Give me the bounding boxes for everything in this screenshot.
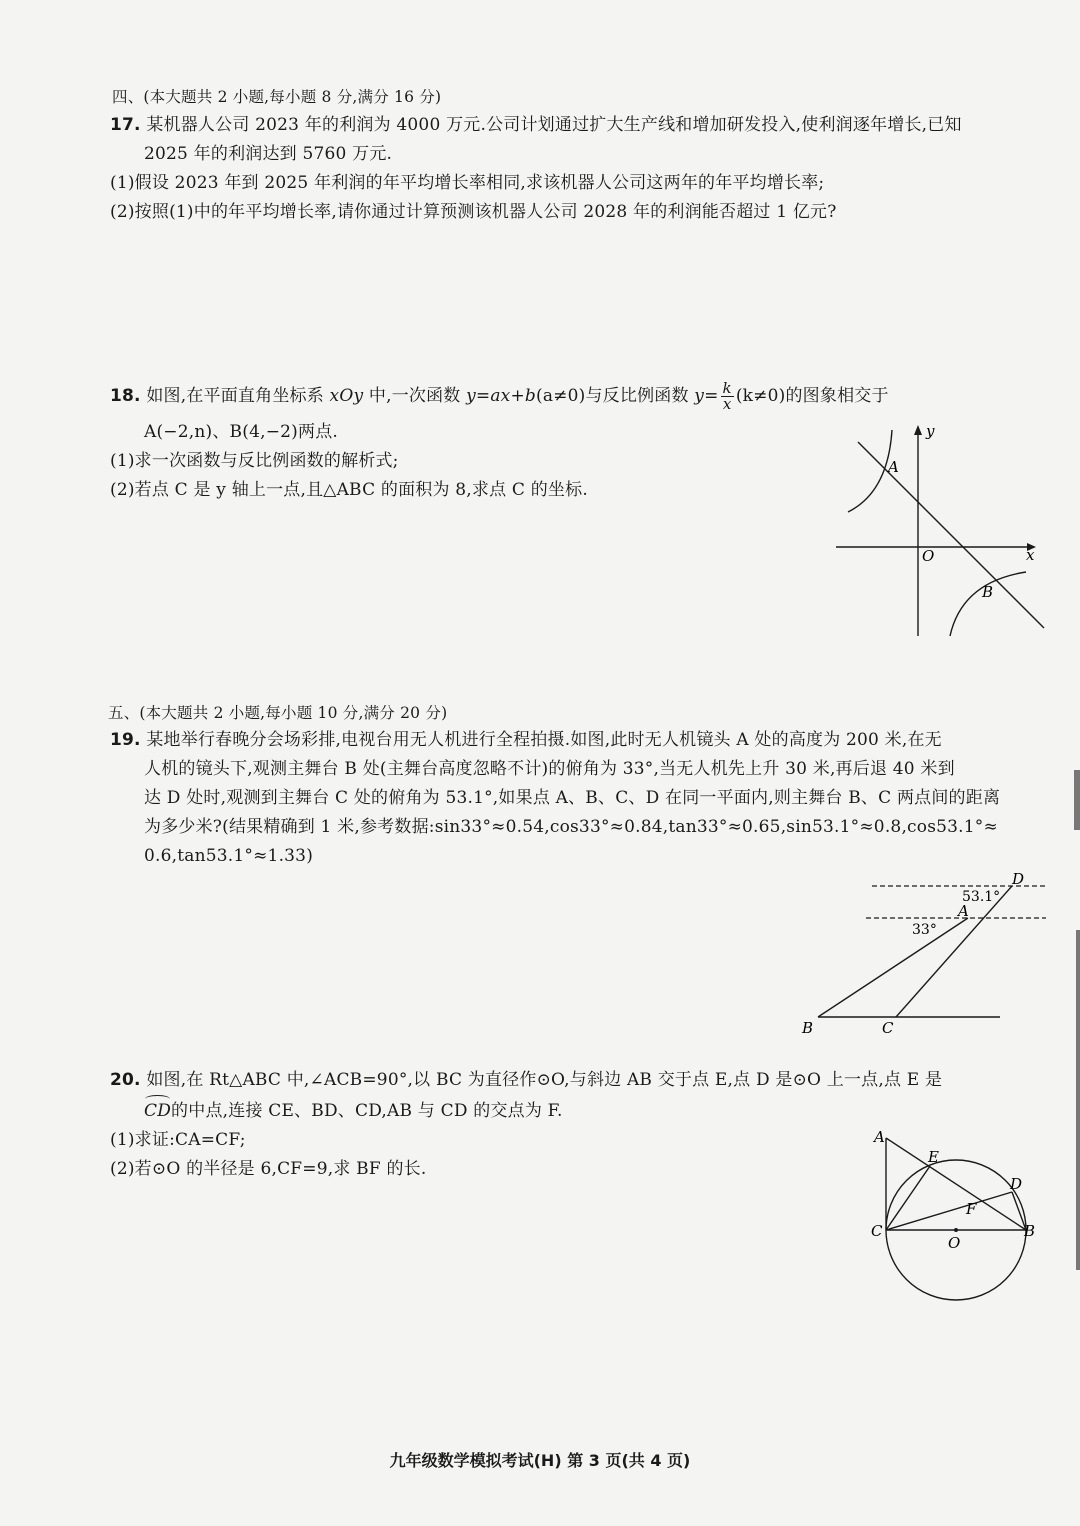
q19-number: 19. [110, 730, 141, 750]
q18-text2: 中,一次函数 [363, 386, 467, 406]
q18-label-x: x [1026, 546, 1035, 564]
q20-text1: 如图,在 Rt△ABC 中,∠ACB=90°,以 BC 为直径作⊙O,与斜边 AB 交于点 E,点 D 是⊙O 上一点,点 E 是 [146, 1070, 943, 1090]
q19-angle-53: 53.1° [962, 889, 1001, 905]
q18-text1: 如图,在平面直角坐标系 [146, 386, 330, 406]
section-4-header: 四、(本大题共 2 小题,每小题 8 分,满分 16 分) [112, 88, 442, 106]
q19-angle-33: 33° [912, 922, 937, 938]
q20-text2: 的中点,连接 CE、BD、CD,AB 与 CD 的交点为 F. [171, 1101, 563, 1121]
q19-line-AB [818, 918, 968, 1017]
q19-label-D: D [1012, 870, 1025, 888]
scan-edge-mark [1074, 770, 1080, 830]
q17-text1: 某机器人公司 2023 年的利润为 4000 万元.公司计划通过扩大生产线和增加研发投入,使利润逐年增长,已知 [146, 115, 962, 135]
q18-hyperbola-right [950, 572, 1026, 636]
q18-label-B: B [982, 583, 994, 601]
q18-label-O: O [922, 547, 935, 565]
q18-text4: 的图象相交于 [785, 386, 889, 406]
q18-part1: (1)求一次函数与反比例函数的解析式; [110, 451, 399, 471]
q19-line-DC [896, 886, 1012, 1017]
q19-line3: 达 D 处时,观测到主舞台 C 处的俯角为 53.1°,如果点 A、B、C、D 在同一平面内,则主舞台 B、C 两点间的距离 [144, 788, 1001, 808]
q18-yeq: y= [694, 386, 719, 406]
q20-label-A: A [874, 1128, 885, 1146]
q18-label-y: y [926, 422, 935, 440]
q18-fraction-den: x [722, 395, 732, 413]
q19-line1 [110, 729, 942, 751]
q20-label-E: E [928, 1148, 939, 1166]
q19-line5: 0.6,tan53.1°≈1.33) [144, 846, 314, 866]
q18-label-A: A [888, 458, 899, 476]
page-footer: 九年级数学模拟考试(H) 第 3 页(共 4 页) [389, 1451, 691, 1470]
q20-line2 [144, 1100, 563, 1122]
q20-arc-CD: CD [144, 1101, 172, 1121]
q18-fraction [721, 381, 734, 412]
q18-hyperbola-left [848, 430, 892, 512]
q18-line1 [110, 381, 889, 412]
q20-figure [866, 1126, 1046, 1276]
q18-xoy: xOy [329, 386, 364, 406]
q20-line-AB [886, 1138, 1026, 1230]
q19-line4: 为多少米?(结果精确到 1 米,参考数据:sin33°≈0.54,cos33°≈0.84,tan33°≈0.65,sin53.1°≈0.8,cos53.1°≈ [144, 817, 998, 837]
q19-label-C: C [882, 1019, 894, 1037]
q18-figure [830, 420, 1045, 640]
q20-label-O: O [948, 1234, 961, 1252]
q18-line2: A(−2,n)、B(4,−2)两点. [144, 422, 338, 442]
q17-line2: 2025 年的利润达到 5760 万元. [144, 144, 393, 164]
section-5-header: 五、(本大题共 2 小题,每小题 10 分,满分 20 分) [108, 704, 448, 722]
q17-part1: (1)假设 2023 年到 2025 年利润的年平均增长率相同,求该机器人公司这两年的年平均增长率; [110, 173, 825, 193]
scan-edge-mark [1076, 930, 1080, 1270]
q18-linear-line [858, 442, 1044, 628]
q20-number: 20. [110, 1070, 141, 1090]
q20-part1: (1)求证:CA=CF; [110, 1130, 246, 1150]
q18-part2: (2)若点 C 是 y 轴上一点,且△ABC 的面积为 8,求点 C 的坐标. [110, 480, 588, 500]
q18-y-axis-arrow [914, 425, 922, 435]
q20-line-CE [886, 1166, 930, 1230]
q20-center-dot [954, 1228, 958, 1232]
q20-label-F: F [966, 1200, 977, 1218]
q19-label-A: A [958, 902, 969, 920]
q18-fraction-num: k [722, 379, 732, 397]
q18-linear-eq: y=ax+b [466, 386, 536, 406]
q17-line1 [110, 114, 962, 136]
q19-figure [800, 868, 1050, 1040]
q20-line-CD [886, 1192, 1012, 1230]
q20-part2: (2)若⊙O 的半径是 6,CF=9,求 BF 的长. [110, 1159, 427, 1179]
q20-line1 [110, 1069, 942, 1091]
q20-label-B: B [1024, 1222, 1036, 1240]
q19-label-B: B [802, 1019, 814, 1037]
q18-number: 18. [110, 386, 141, 406]
q17-part2: (2)按照(1)中的年平均增长率,请你通过计算预测该机器人公司 2028 年的利润能否超过 1 亿元? [110, 202, 837, 222]
q18-text3: 与反比例函数 [585, 386, 695, 406]
q20-label-D: D [1010, 1175, 1023, 1193]
q20-label-C: C [871, 1222, 883, 1240]
q19-line2: 人机的镜头下,观测主舞台 B 处(主舞台高度忽略不计)的俯角为 33°,当无人机先上升 30 米,再后退 40 米到 [144, 759, 955, 779]
q18-cond1: (a≠0) [536, 386, 586, 406]
q19-text1: 某地举行春晚分会场彩排,电视台用无人机进行全程拍摄.如图,此时无人机镜头 A 处的高度为 200 米,在无 [146, 730, 942, 750]
q18-cond2: (k≠0) [735, 386, 786, 406]
q17-number: 17. [110, 115, 141, 135]
